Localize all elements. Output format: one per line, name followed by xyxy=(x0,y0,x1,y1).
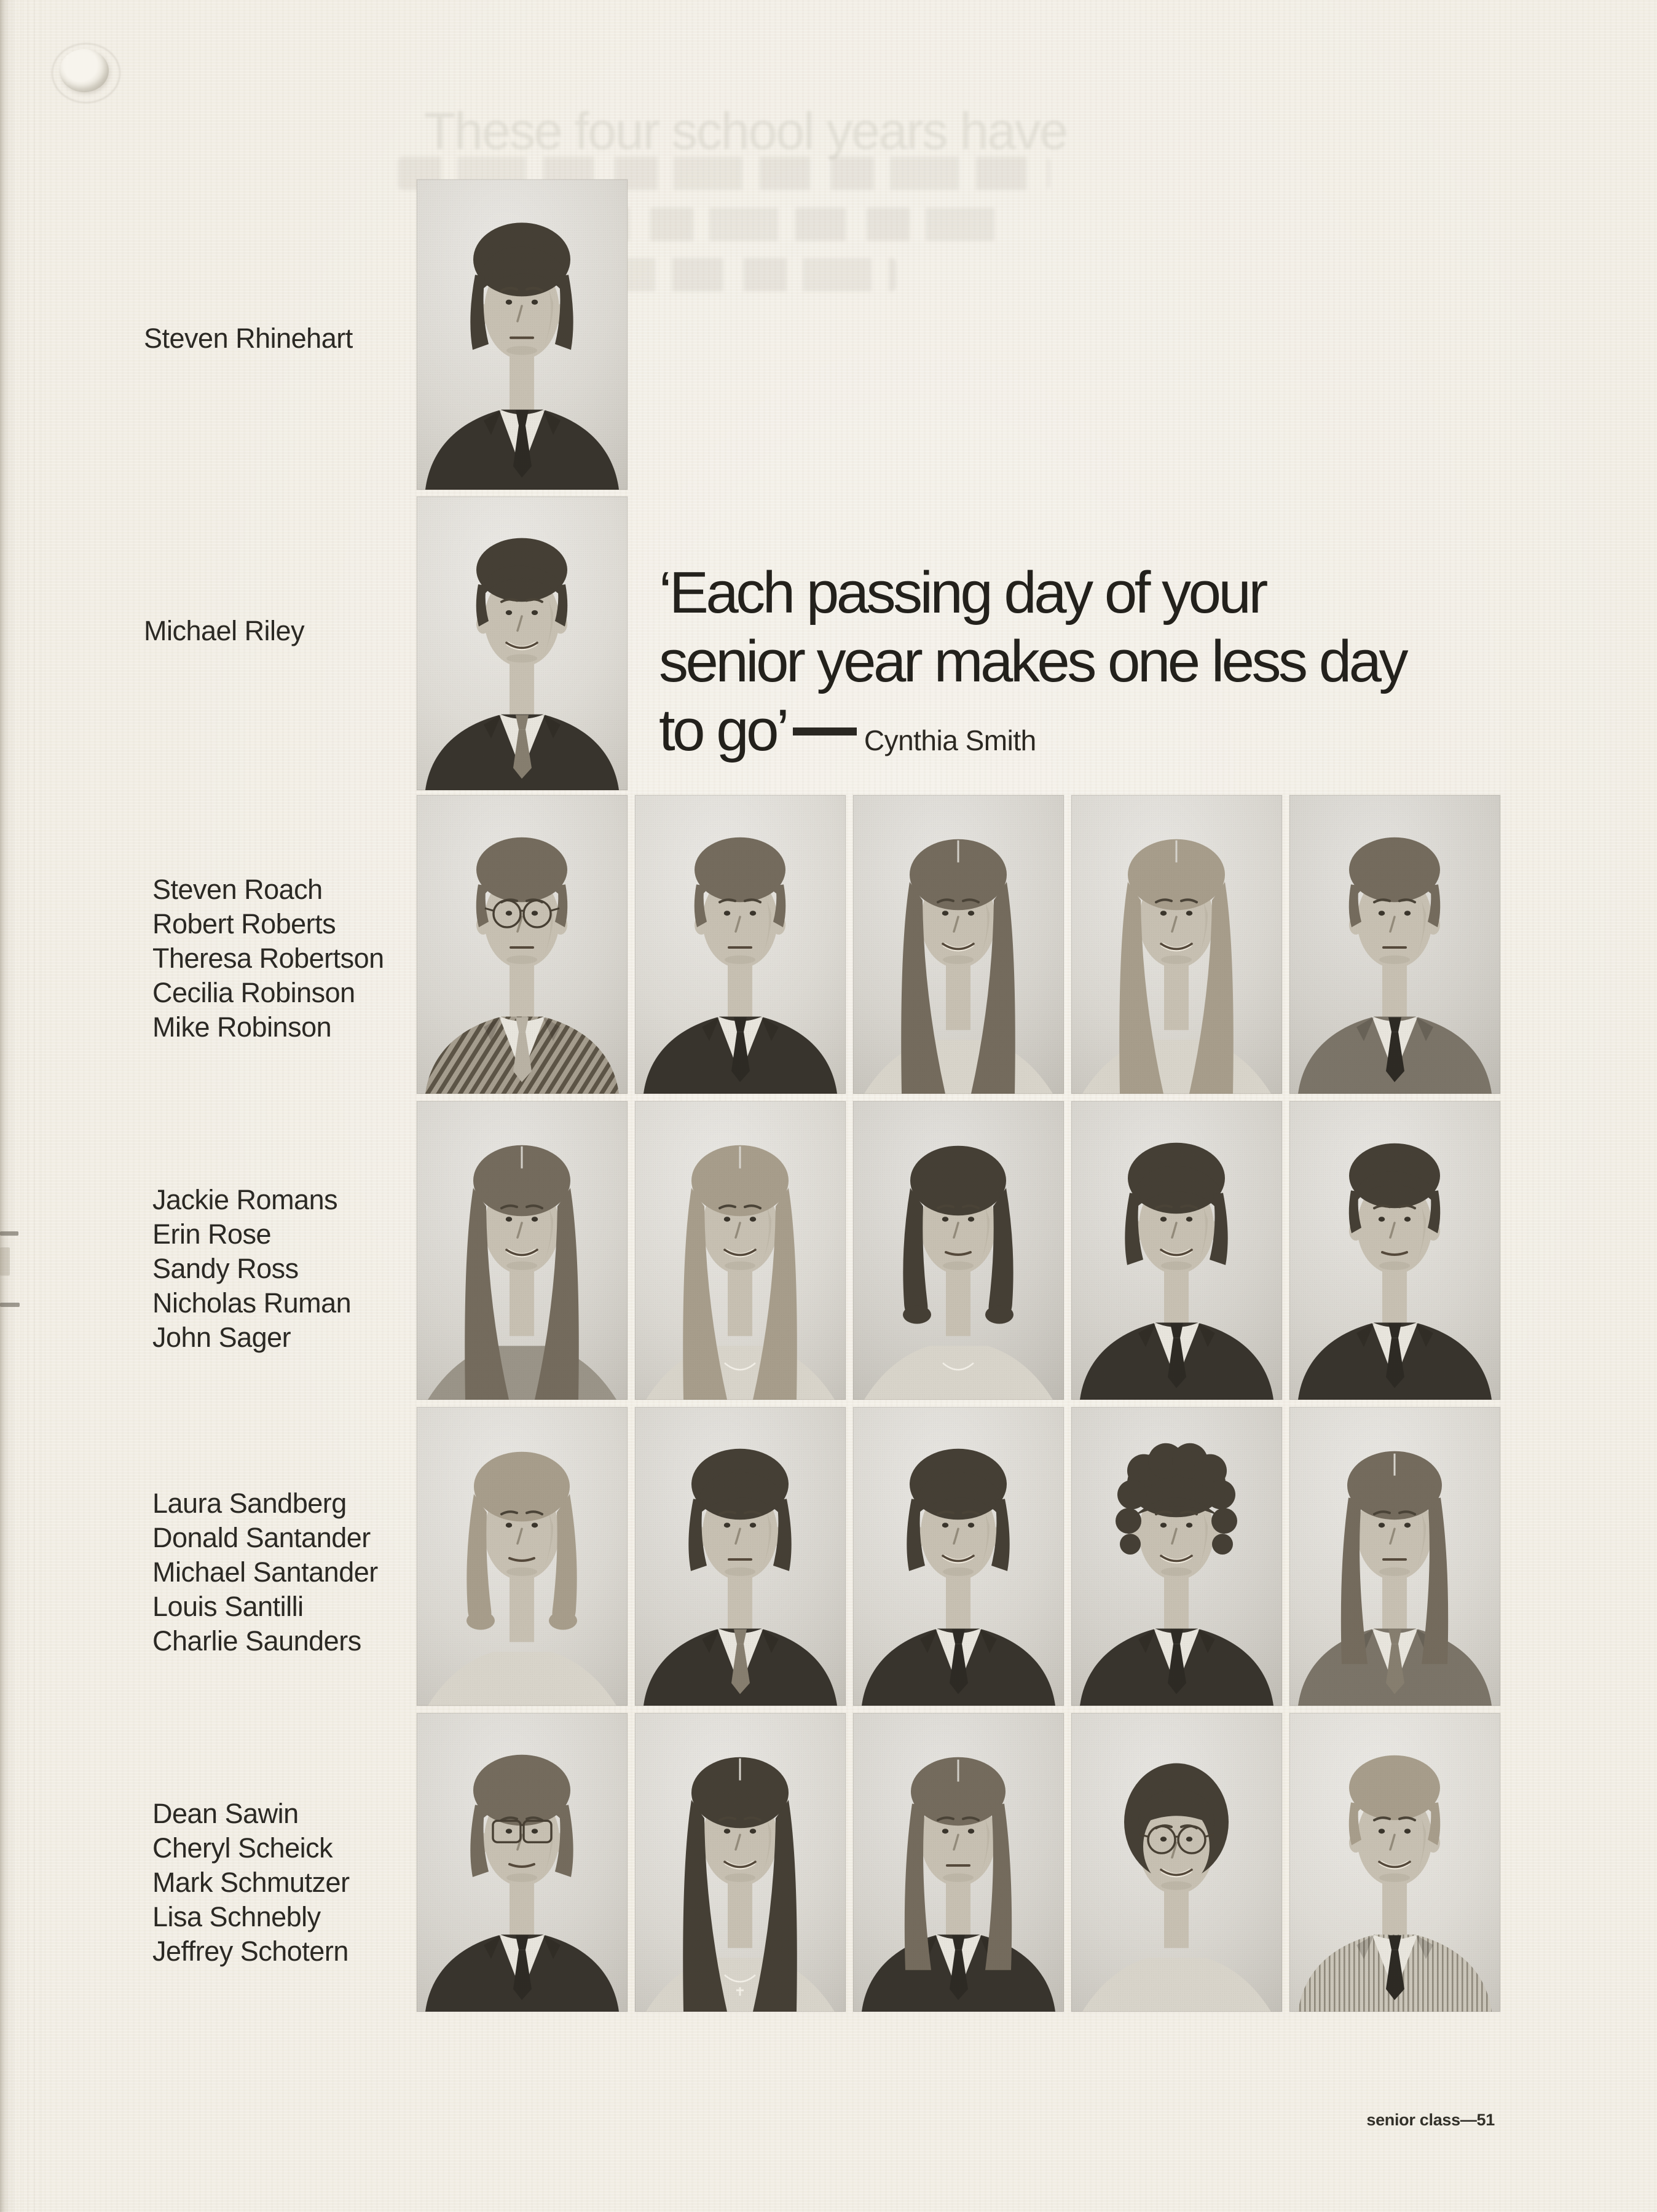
portrait-robert-roberts xyxy=(635,795,846,1094)
student-name-jackie-romans: Jackie Romans xyxy=(152,1184,338,1215)
page-footer: senior class—51 xyxy=(1366,2111,1495,2129)
portrait-michael-riley xyxy=(417,496,628,790)
portrait-michael-santander xyxy=(853,1407,1064,1706)
bleed-through-text: These four school years have xyxy=(424,102,1067,160)
student-name-lisa-schnebly: Lisa Schnebly xyxy=(152,1901,321,1932)
portrait-erin-rose xyxy=(635,1101,846,1400)
student-name-charlie-saunders: Charlie Saunders xyxy=(152,1625,361,1657)
portrait-lisa-schnebly xyxy=(1071,1713,1282,2012)
student-name-theresa-robertson: Theresa Robertson xyxy=(152,943,384,974)
portrait-jackie-romans xyxy=(417,1101,628,1400)
student-name-john-sager: John Sager xyxy=(152,1322,291,1353)
scan-artifact xyxy=(0,1247,10,1276)
portrait-theresa-robertson xyxy=(853,795,1064,1094)
name-list-1 xyxy=(152,873,384,1045)
student-name-sandy-ross: Sandy Ross xyxy=(152,1253,299,1284)
student-name-jeffrey-schotern: Jeffrey Schotern xyxy=(152,1936,348,1967)
paper-blemish xyxy=(60,49,109,92)
caption-michael-riley: Michael Riley xyxy=(144,615,305,646)
portrait-mike-robinson xyxy=(1289,795,1500,1094)
student-name-cheryl-scheick: Cheryl Scheick xyxy=(152,1832,333,1864)
portrait-john-sager xyxy=(1289,1101,1500,1400)
student-name-robert-roberts: Robert Roberts xyxy=(152,908,336,939)
scan-artifact xyxy=(0,1231,18,1236)
name-list-3 xyxy=(152,1486,378,1658)
portrait-steven-rhinehart xyxy=(417,179,628,490)
student-name-donald-santander: Donald Santander xyxy=(152,1522,371,1553)
quote-line: ‘Each passing day of your xyxy=(659,560,1265,626)
portrait-steven-roach xyxy=(417,795,628,1094)
paper-left-edge-shadow xyxy=(0,0,16,2212)
quote-line: senior year makes one less day xyxy=(659,629,1406,694)
quote-line: to go’ xyxy=(659,697,787,763)
student-name-nicholas-ruman: Nicholas Ruman xyxy=(152,1287,352,1319)
student-name-louis-santilli: Louis Santilli xyxy=(152,1591,304,1622)
student-name-erin-rose: Erin Rose xyxy=(152,1218,272,1250)
student-name-laura-sandberg: Laura Sandberg xyxy=(152,1488,347,1519)
student-name-steven-roach: Steven Roach xyxy=(152,874,323,905)
portrait-louis-santilli xyxy=(1071,1407,1282,1706)
portrait-mark-schmutzer xyxy=(853,1713,1064,2012)
portrait-cheryl-scheick xyxy=(635,1713,846,2012)
portrait-sandy-ross xyxy=(853,1101,1064,1400)
portrait-cecilia-robinson xyxy=(1071,795,1282,1094)
student-name-mark-schmutzer: Mark Schmutzer xyxy=(152,1867,350,1898)
student-name-cecilia-robinson: Cecilia Robinson xyxy=(152,977,355,1008)
caption-steven-rhinehart: Steven Rhinehart xyxy=(144,323,353,354)
student-name-michael-santander: Michael Santander xyxy=(152,1556,378,1588)
senior-quote xyxy=(659,559,1532,775)
attribution-dash xyxy=(793,728,857,735)
quote-attribution: Cynthia Smith xyxy=(864,724,1036,756)
name-list-2 xyxy=(152,1183,351,1355)
portrait-charlie-saunders xyxy=(1289,1407,1500,1706)
student-name-dean-sawin: Dean Sawin xyxy=(152,1798,299,1829)
portrait-nicholas-ruman xyxy=(1071,1101,1282,1400)
portrait-dean-sawin xyxy=(417,1713,628,2012)
portrait-donald-santander xyxy=(635,1407,846,1706)
portrait-jeffrey-schotern xyxy=(1289,1713,1500,2012)
scan-artifact xyxy=(0,1303,20,1307)
student-name-mike-robinson: Mike Robinson xyxy=(152,1011,332,1043)
portrait-laura-sandberg xyxy=(417,1407,628,1706)
name-list-4 xyxy=(152,1797,350,1969)
